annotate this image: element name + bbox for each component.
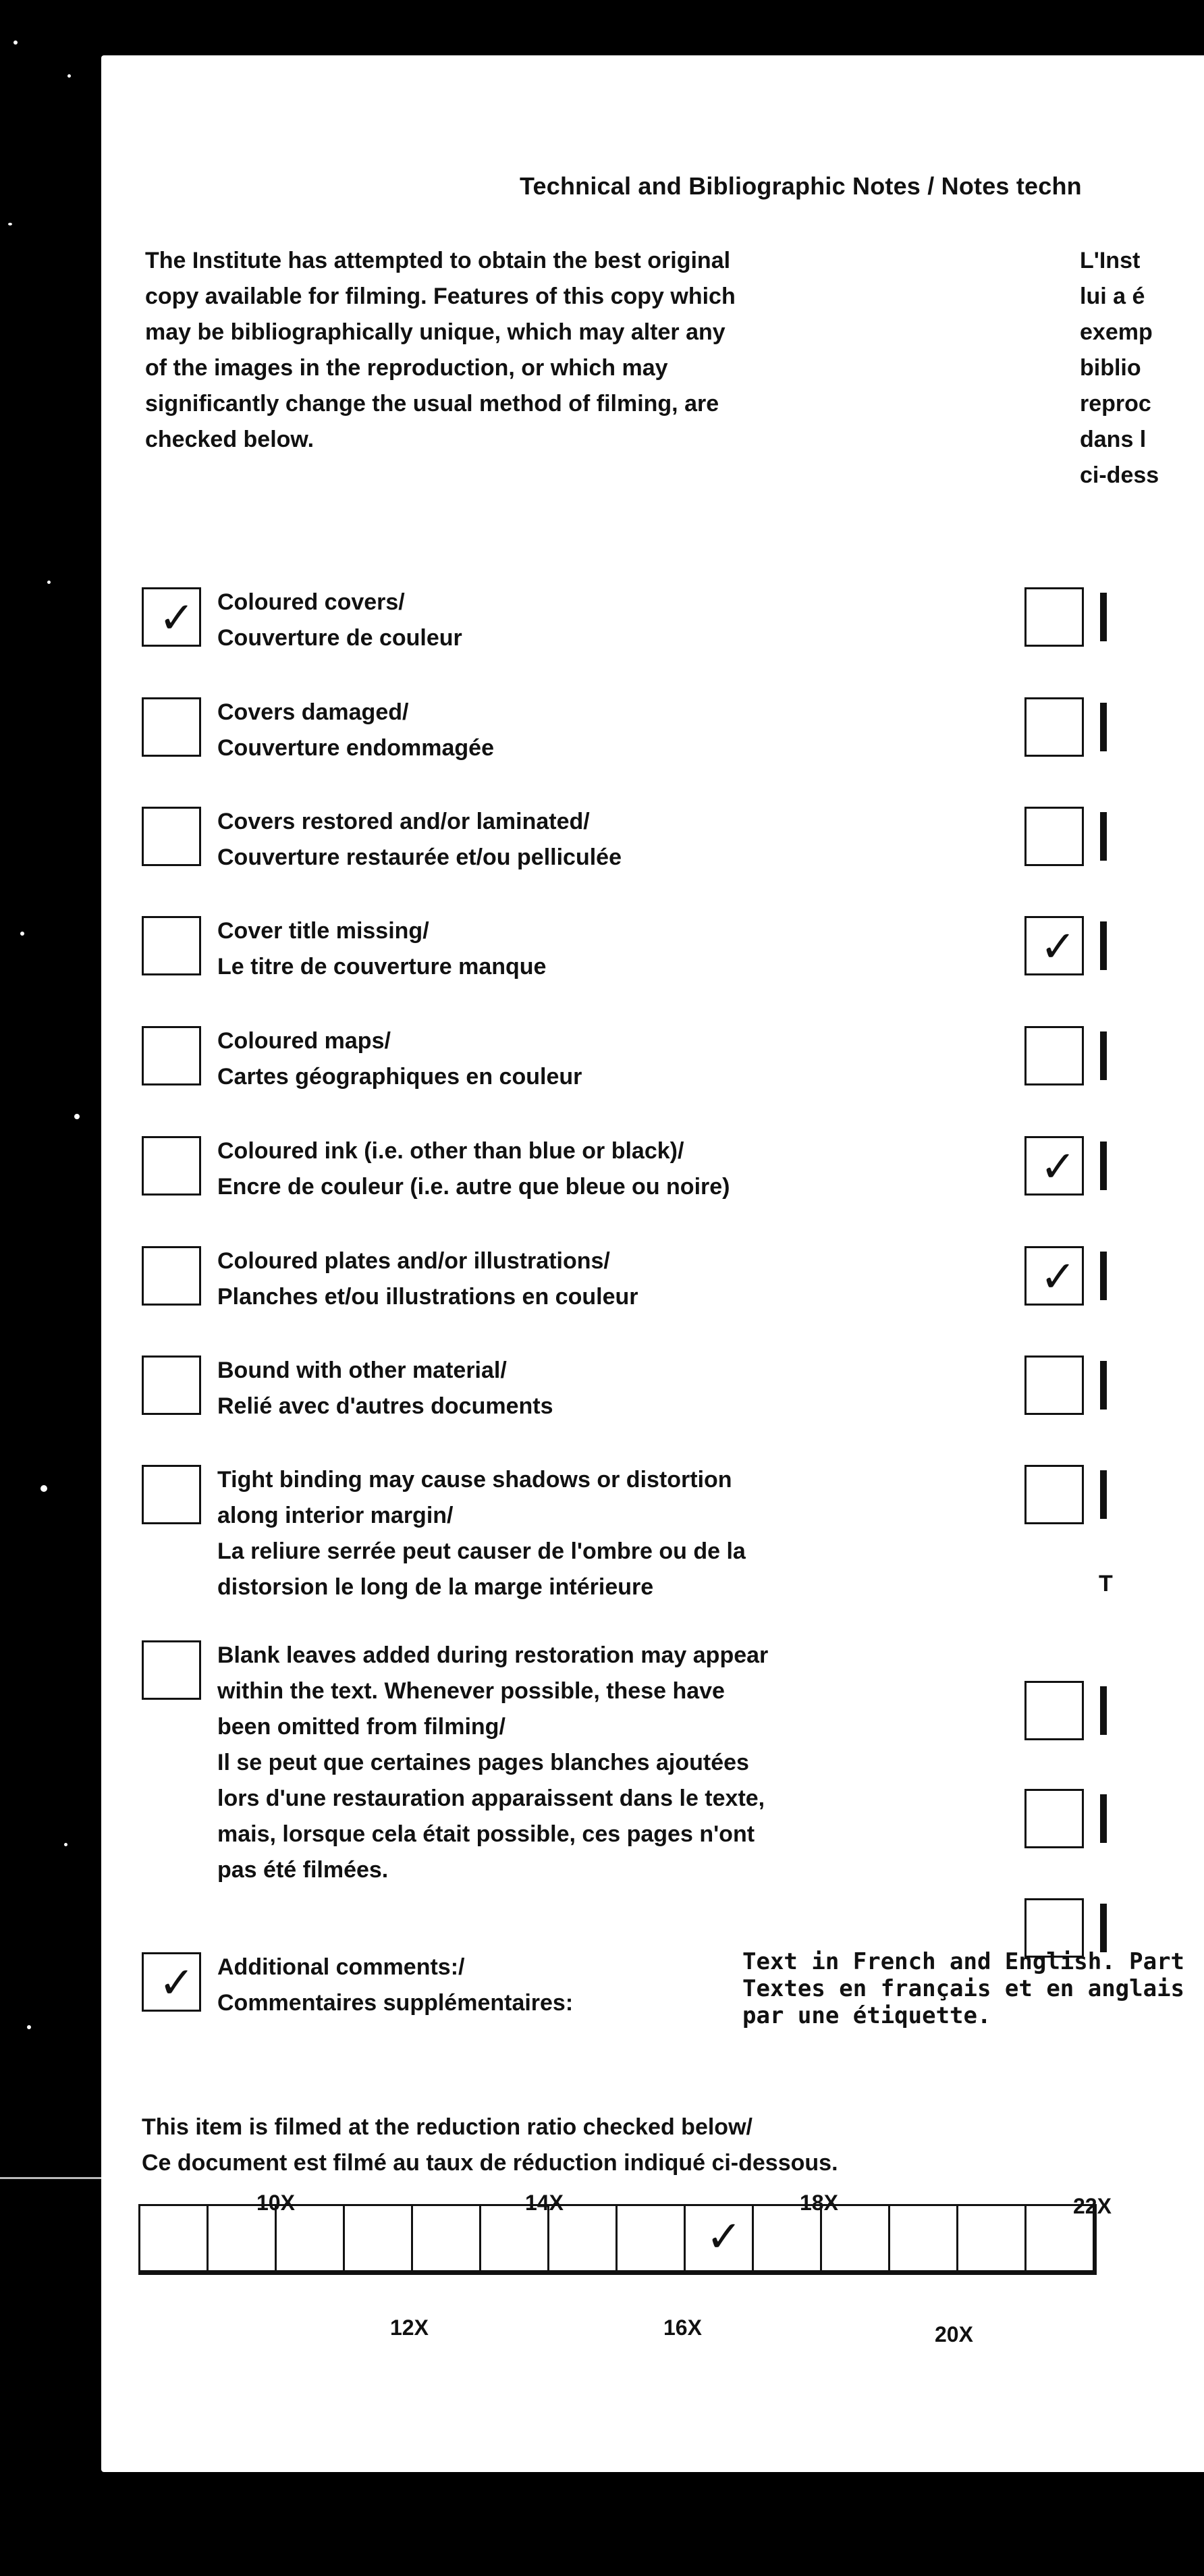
item-label-line: Bound with other material/ xyxy=(217,1358,507,1383)
right-item-label-fragment xyxy=(1100,1361,1107,1410)
right-item-checkbox[interactable] xyxy=(1024,807,1084,866)
right-item-checkbox[interactable] xyxy=(1024,1026,1084,1085)
checkmark-icon: ✓ xyxy=(1040,1252,1076,1301)
speck xyxy=(64,1843,67,1846)
speck xyxy=(40,1485,47,1492)
checkmark-icon: ✓ xyxy=(706,2212,742,2261)
intro-fr-line: ci-dess xyxy=(1080,462,1159,488)
right-item-label-fragment xyxy=(1100,1142,1107,1190)
comments-note xyxy=(742,1948,1184,2029)
right-item-label-fragment xyxy=(1100,921,1107,970)
intro-paragraph-en xyxy=(145,243,820,458)
comments-note-line: Text in French and English. Part xyxy=(742,1948,1185,1975)
item-label-line: mais, lorsque cela était possible, ces pages n'ont xyxy=(217,1821,755,1847)
scale-label-top: 10X xyxy=(256,2191,295,2215)
speck xyxy=(74,1114,80,1119)
comments-note-line: Textes en français et en anglais xyxy=(742,1975,1185,2002)
item-label-line: Coloured ink (i.e. other than blue or black)/ xyxy=(217,1138,684,1164)
intro-line: The Institute has attempted to obtain the best original xyxy=(145,248,731,273)
item-checkbox[interactable] xyxy=(142,916,201,975)
comments-label xyxy=(217,1950,573,2021)
film-edge-line xyxy=(0,2177,101,2179)
right-item-checkbox[interactable] xyxy=(1024,1465,1084,1524)
intro-fr-line: biblio xyxy=(1080,355,1141,381)
comments-checkbox[interactable] xyxy=(142,1952,201,2012)
ratio-cell[interactable] xyxy=(549,2206,618,2270)
right-item-label-fragment xyxy=(1100,1794,1107,1843)
item-label-line: distorsion le long de la marge intérieure xyxy=(217,1574,654,1600)
item-checkbox[interactable] xyxy=(142,1356,201,1415)
right-item-label-fragment xyxy=(1100,1031,1107,1080)
right-item-label-fragment xyxy=(1100,1252,1107,1300)
ratio-cell[interactable] xyxy=(481,2206,549,2270)
item-label xyxy=(217,695,933,766)
item-label-line: Planches et/ou illustrations en couleur xyxy=(217,1284,638,1310)
ratio-line-fr: Ce document est filmé au taux de réduction indiqué ci-dessous. xyxy=(142,2150,838,2176)
comments-note-line: par une étiquette. xyxy=(742,2002,991,2029)
item-label-line: Cartes géographiques en couleur xyxy=(217,1064,582,1090)
item-label-line: within the text. Whenever possible, these have xyxy=(217,1678,725,1704)
scale-label-bottom: 20X xyxy=(935,2322,973,2346)
right-item-label-fragment xyxy=(1100,1904,1107,1952)
ratio-cell[interactable] xyxy=(754,2206,822,2270)
right-item-checkbox[interactable] xyxy=(1024,916,1084,975)
item-label-line: pas été filmées. xyxy=(217,1857,389,1883)
intro-line: may be bibliographically unique, which may alter any xyxy=(145,319,726,345)
intro-fr-line: reproc xyxy=(1080,391,1151,417)
scale-label-top: 14X xyxy=(525,2191,564,2215)
right-item-checkbox[interactable] xyxy=(1024,1356,1084,1415)
item-checkbox[interactable] xyxy=(142,1640,201,1700)
item-label xyxy=(217,1243,933,1315)
ratio-cell[interactable] xyxy=(686,2206,754,2270)
comments-label-en: Additional comments:/ xyxy=(217,1954,465,1980)
page-title: Technical and Bibliographic Notes / Notes techn xyxy=(520,172,1082,200)
right-item-label-fragment xyxy=(1100,1470,1107,1519)
item-checkbox[interactable] xyxy=(142,1246,201,1306)
item-label-line: Il se peut que certaines pages blanches ajoutées xyxy=(217,1750,749,1775)
item-label xyxy=(217,913,933,985)
intro-fr-line: L'Inst xyxy=(1080,248,1141,273)
ratio-cell[interactable] xyxy=(890,2206,958,2270)
scale-label-top: 18X xyxy=(800,2191,838,2215)
ratio-cell[interactable] xyxy=(1027,2206,1095,2270)
item-label-line: Coloured covers/ xyxy=(217,589,405,615)
comments-label-fr: Commentaires supplémentaires: xyxy=(217,1990,574,2016)
ratio-cell[interactable] xyxy=(209,2206,277,2270)
intro-paragraph-fr xyxy=(1080,243,1204,493)
item-checkbox[interactable] xyxy=(142,1136,201,1196)
checkmark-icon: ✓ xyxy=(159,1958,195,2007)
item-checkbox[interactable] xyxy=(142,697,201,757)
intro-fr-line: exemp xyxy=(1080,319,1153,345)
item-label xyxy=(217,1638,933,1888)
scale-label-top: 22X xyxy=(1073,2194,1112,2218)
item-label xyxy=(217,1353,933,1424)
item-label-line: Covers damaged/ xyxy=(217,699,409,725)
item-label-line: Couverture endommagée xyxy=(217,735,494,761)
right-text-fragment: T xyxy=(1099,1571,1113,1596)
item-label-line: Covers restored and/or laminated/ xyxy=(217,809,590,834)
reduction-ratio-text xyxy=(142,2110,838,2181)
intro-fr-line: lui a é xyxy=(1080,284,1145,309)
speck xyxy=(67,74,71,78)
right-item-label-fragment xyxy=(1100,812,1107,861)
checkmark-icon: ✓ xyxy=(159,593,195,642)
item-label-line: Tight binding may cause shadows or distortion xyxy=(217,1467,732,1493)
item-label-line: along interior margin/ xyxy=(217,1503,454,1528)
ratio-cell[interactable] xyxy=(822,2206,890,2270)
ratio-line-en: This item is filmed at the reduction ratio checked below/ xyxy=(142,2114,752,2140)
intro-line: checked below. xyxy=(145,427,314,452)
speck xyxy=(13,41,18,45)
ratio-cell[interactable] xyxy=(277,2206,345,2270)
ratio-cell[interactable] xyxy=(413,2206,481,2270)
right-item-label-fragment xyxy=(1100,703,1107,751)
right-item-checkbox[interactable] xyxy=(1024,1789,1084,1848)
right-item-checkbox[interactable] xyxy=(1024,1681,1084,1740)
item-label xyxy=(217,1133,933,1205)
right-item-label-fragment xyxy=(1100,1686,1107,1735)
ratio-cell[interactable] xyxy=(618,2206,686,2270)
right-item-checkbox[interactable] xyxy=(1024,1136,1084,1196)
item-label-line: Blank leaves added during restoration may appear xyxy=(217,1642,769,1668)
item-checkbox[interactable] xyxy=(142,1026,201,1085)
item-checkbox[interactable] xyxy=(142,587,201,647)
speck xyxy=(27,2025,31,2029)
item-label-line: Encre de couleur (i.e. autre que bleue ou noire) xyxy=(217,1174,730,1200)
speck xyxy=(20,932,24,936)
intro-line: significantly change the usual method of filming, are xyxy=(145,391,719,417)
right-item-checkbox[interactable] xyxy=(1024,1246,1084,1306)
ratio-cell[interactable] xyxy=(958,2206,1027,2270)
right-item-checkbox[interactable] xyxy=(1024,697,1084,757)
item-checkbox[interactable] xyxy=(142,807,201,866)
item-label xyxy=(217,1023,933,1095)
item-label-line: Relié avec d'autres documents xyxy=(217,1393,553,1419)
item-label-line: Coloured maps/ xyxy=(217,1028,391,1054)
checkmark-icon: ✓ xyxy=(1040,922,1076,971)
item-label-line: Coloured plates and/or illustrations/ xyxy=(217,1248,610,1274)
item-label-line: lors d'une restauration apparaissent dans le texte, xyxy=(217,1786,765,1811)
item-label-line: Le titre de couverture manque xyxy=(217,954,547,980)
ratio-cell[interactable] xyxy=(140,2206,209,2270)
reduction-ratio-scale xyxy=(138,2204,1097,2275)
intro-fr-line: dans l xyxy=(1080,427,1147,452)
intro-line: of the images in the reproduction, or which may xyxy=(145,355,668,381)
item-label-line: Couverture de couleur xyxy=(217,625,462,651)
speck xyxy=(47,581,51,584)
scale-label-bottom: 12X xyxy=(390,2315,429,2340)
item-label xyxy=(217,1462,933,1605)
item-label-line: Cover title missing/ xyxy=(217,918,429,944)
item-checkbox[interactable] xyxy=(142,1465,201,1524)
scale-label-bottom: 16X xyxy=(663,2315,702,2340)
item-label-line: been omitted from filming/ xyxy=(217,1714,505,1740)
speck xyxy=(8,223,12,225)
item-label-line: La reliure serrée peut causer de l'ombre ou de la xyxy=(217,1538,746,1564)
right-item-label-fragment xyxy=(1100,593,1107,641)
item-label xyxy=(217,585,933,656)
ratio-cell[interactable] xyxy=(345,2206,413,2270)
intro-line: copy available for filming. Features of this copy which xyxy=(145,284,736,309)
item-label-line: Couverture restaurée et/ou pelliculée xyxy=(217,844,622,870)
checkmark-icon: ✓ xyxy=(1040,1142,1076,1191)
item-label xyxy=(217,804,933,876)
right-item-checkbox[interactable] xyxy=(1024,587,1084,647)
